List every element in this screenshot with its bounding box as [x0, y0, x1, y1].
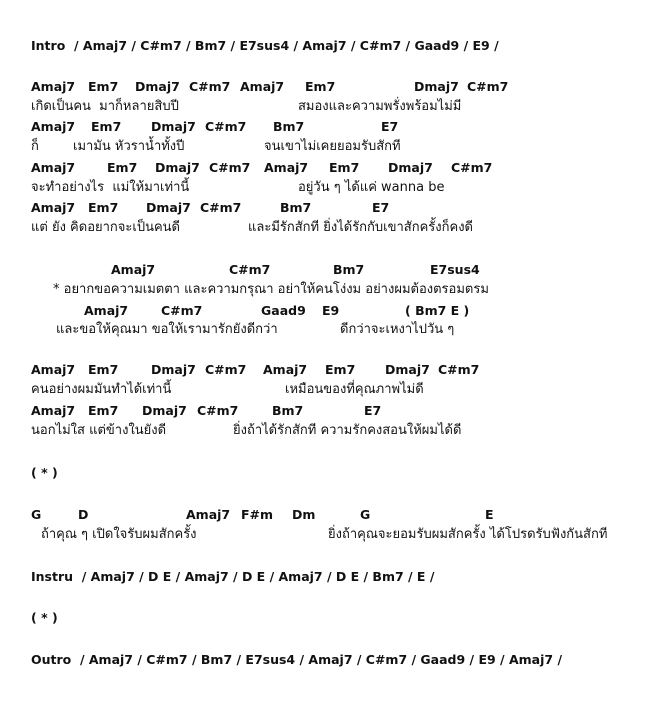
chord: Em7	[88, 200, 119, 215]
chord: Amaj7	[31, 119, 76, 134]
repeat-chorus-label: ( * )	[31, 610, 58, 625]
chord: Em7	[91, 119, 122, 134]
chord: D	[78, 507, 89, 522]
chord: C#m7	[438, 362, 480, 377]
lyric-line	[0, 180, 445, 196]
lyric-line	[0, 527, 608, 543]
chord-line	[0, 160, 493, 176]
chord: Dm	[292, 507, 316, 522]
chord-progression: Outro / Amaj7 / C#m7 / Bm7 / E7sus4 / Amaj7 / C#m7 / Gaad9 / E9 / Amaj7 /	[31, 652, 563, 667]
chord: C#m7	[189, 79, 231, 94]
chord: Amaj7	[31, 79, 76, 94]
lyric-line	[0, 99, 462, 115]
lyric: เมามัน หัวราน้ำทั้งปี	[73, 139, 185, 154]
chord: E7sus4	[430, 262, 480, 277]
lyric: อยู่วัน ๆ ได้แค่ wanna be	[298, 180, 445, 195]
chord: C#m7	[229, 262, 271, 277]
chord-line	[0, 262, 480, 278]
chord: F#m	[241, 507, 274, 522]
chord-line	[0, 507, 494, 523]
chord: Em7	[88, 362, 119, 377]
lyric: จนเขาไม่เคยยอมรับสักที	[264, 139, 401, 154]
chord: Dmaj7	[388, 160, 433, 175]
chord: Amaj7	[263, 362, 308, 377]
lyric: จะทำอย่างไร แม่ให้มาเท่านี้	[31, 180, 190, 195]
chord: Bm7	[333, 262, 365, 277]
chord: Amaj7	[264, 160, 309, 175]
chord: Amaj7	[84, 303, 129, 318]
chord: C#m7	[451, 160, 493, 175]
lyric: ก็	[31, 139, 39, 154]
chord-line	[0, 79, 509, 95]
lyric: * อยากขอความเมตตา และความกรุณา อย่าให้คนโง่งม อย่างผมต้องตรอมตรม	[53, 282, 489, 297]
intro-line	[0, 38, 499, 54]
repeat-marker	[0, 465, 58, 481]
lyric-line	[0, 322, 455, 338]
chord: Em7	[88, 79, 119, 94]
chord: Bm7	[272, 403, 304, 418]
chord: Dmaj7	[135, 79, 180, 94]
chord: Amaj7	[186, 507, 231, 522]
chord: Amaj7	[31, 160, 76, 175]
lyric: นอกไม่ใส แต่ข้างในยังดี	[31, 423, 167, 438]
chord: C#m7	[205, 119, 247, 134]
chord: C#m7	[205, 362, 247, 377]
chord: E7	[381, 119, 399, 134]
lyric-line	[0, 382, 424, 398]
chord-line	[0, 362, 480, 378]
chord: Amaj7	[31, 200, 76, 215]
lyric: ยิ่งถ้าคุณจะยอมรับผมสักครั้ง ได้โปรดรับฟังกันสักที	[328, 527, 608, 542]
chord: Amaj7	[111, 262, 156, 277]
chord: Em7	[107, 160, 138, 175]
chord: C#m7	[161, 303, 203, 318]
chord: Em7	[329, 160, 360, 175]
chord: E9	[322, 303, 340, 318]
chord-progression: Intro / Amaj7 / C#m7 / Bm7 / E7sus4 / Amaj7 / C#m7 / Gaad9 / E9 /	[31, 38, 499, 53]
chord: Dmaj7	[155, 160, 200, 175]
chord: Bm7	[273, 119, 305, 134]
chord: Dmaj7	[151, 119, 196, 134]
lyric: ยิ่งถ้าได้รักสักที ความรักคงสอนให้ผมได้ดี	[233, 423, 462, 438]
lyric: และขอให้คุณมา ขอให้เรามารักยังดีกว่า	[56, 322, 278, 337]
lyric-line	[0, 282, 489, 298]
lyric: สมองและความพรั่งพร้อมไม่มี	[298, 99, 462, 114]
chord: Bm7	[280, 200, 312, 215]
chord: C#m7	[209, 160, 251, 175]
lyric: คนอย่างผมมันทำได้เท่านี้	[31, 382, 172, 397]
chord: Em7	[88, 403, 119, 418]
chord: Dmaj7	[151, 362, 196, 377]
chord: Em7	[325, 362, 356, 377]
lyric: ถ้าคุณ ๆ เปิดใจรับผมสักครั้ง	[41, 527, 197, 542]
lyric: และมีรักสักที ยิ่งได้รักกับเขาสักครั้งก็คงดี	[248, 220, 473, 235]
instru-line	[0, 569, 435, 585]
chord: C#m7	[197, 403, 239, 418]
lyric-line	[0, 423, 462, 439]
lyric-line	[0, 220, 473, 236]
chord: Dmaj7	[385, 362, 430, 377]
lyric-line	[0, 139, 401, 155]
chord: Dmaj7	[142, 403, 187, 418]
chord: C#m7	[467, 79, 509, 94]
chord: Amaj7	[240, 79, 285, 94]
lyric: เหมือนของที่คุณภาพไม่ดี	[285, 382, 424, 397]
repeat-chorus-label: ( * )	[31, 465, 58, 480]
chord: E	[485, 507, 494, 522]
chord: E7	[372, 200, 390, 215]
lyric: เกิดเป็นคน มาก็หลายสิบปี	[31, 99, 179, 114]
chord: C#m7	[200, 200, 242, 215]
outro-line	[0, 652, 563, 668]
lyric: แต่ ยัง คิดอยากจะเป็นคนดี	[31, 220, 180, 235]
chord: Dmaj7	[146, 200, 191, 215]
chord: G	[31, 507, 42, 522]
chord: ( Bm7 E )	[405, 303, 470, 318]
lyric: ดีกว่าจะเหงาไปวัน ๆ	[340, 322, 455, 337]
repeat-marker	[0, 610, 58, 626]
chord-progression: Instru / Amaj7 / D E / Amaj7 / D E / Amaj7 / D E / Bm7 / E /	[31, 569, 435, 584]
chord-line	[0, 200, 390, 216]
chord-line	[0, 403, 382, 419]
chord: Em7	[305, 79, 336, 94]
chord: Dmaj7	[414, 79, 459, 94]
chord: Gaad9	[261, 303, 306, 318]
chord-line	[0, 119, 399, 135]
chord: Amaj7	[31, 403, 76, 418]
chord: Amaj7	[31, 362, 76, 377]
chord-line	[0, 303, 470, 319]
chord: G	[360, 507, 371, 522]
chord: E7	[364, 403, 382, 418]
